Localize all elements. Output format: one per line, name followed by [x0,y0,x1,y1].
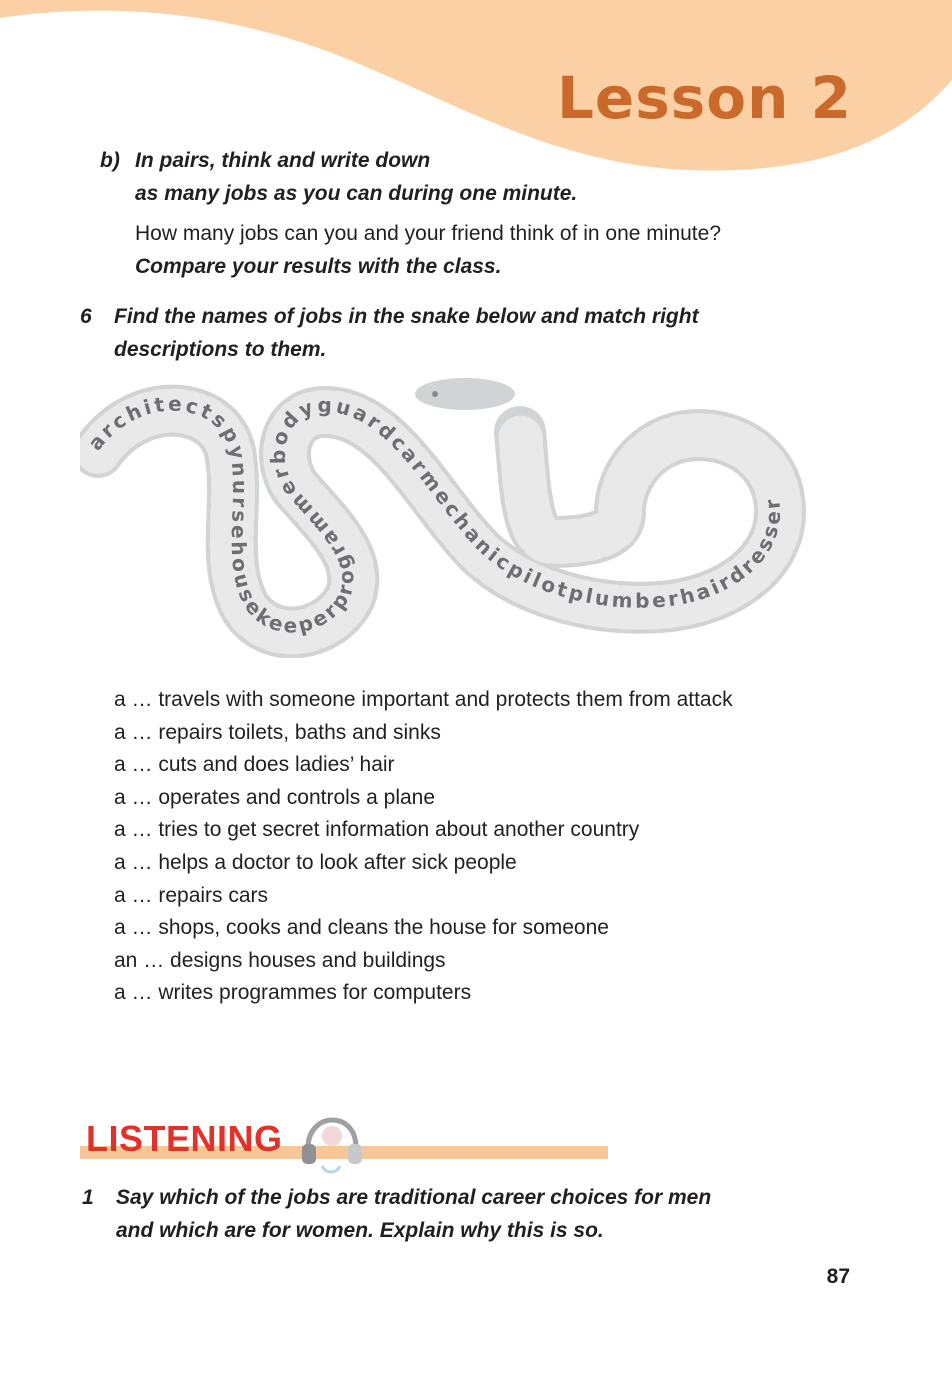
listening-instruction-line1: Say which of the jobs are traditional career choices for men [116,1186,712,1209]
list-item: a … shops, cooks and cleans the house for someone [114,916,609,940]
snake-head [415,378,515,410]
exercise-question: How many jobs can you and your friend think of in one minute? [135,222,722,245]
headphones-icon [292,1114,368,1178]
list-item: a … travels with someone important and protects them from attack [114,688,733,711]
list-item: a … operates and controls a plane [114,785,436,809]
snake-eye [432,391,438,397]
list-item: a … repairs cars [114,883,269,907]
snake-letters: architectspynursehousekeeperprogrammerbodyguardcarmechanicpilotplumberhairdresser [83,391,786,638]
exercise-instruction-line2: as many jobs as you can during one minute. [135,182,578,205]
section-heading-listening: LISTENING [86,1118,283,1159]
exercise-compare-instruction: Compare your results with the class. [135,255,502,278]
lesson-title: Lesson 2 [556,64,852,132]
exercise-number: 1 [82,1186,94,1209]
exercise-number: 6 [80,305,92,328]
job-description-list [114,684,733,1010]
exercise-label: b) [100,149,120,172]
page-number: 87 [826,1265,850,1288]
list-item: a … writes programmes for computers [114,981,472,1005]
list-item: a … repairs toilets, baths and sinks [114,720,441,744]
exercise-instruction-line1: In pairs, think and write down [135,149,431,172]
exercise-instruction-line1: Find the names of jobs in the snake below and match right [114,305,699,328]
list-item: an … designs houses and buildings [114,948,446,972]
list-item: a … helps a doctor to look after sick people [114,850,517,874]
listening-instruction-line2: and which are for women. Explain why this is so. [116,1219,604,1242]
word-snake-illustration [80,372,810,658]
list-item: a … tries to get secret information about another country [114,818,640,842]
list-item: a … cuts and does ladies’ hair [114,753,395,777]
exercise-instruction-line2: descriptions to them. [114,338,327,361]
